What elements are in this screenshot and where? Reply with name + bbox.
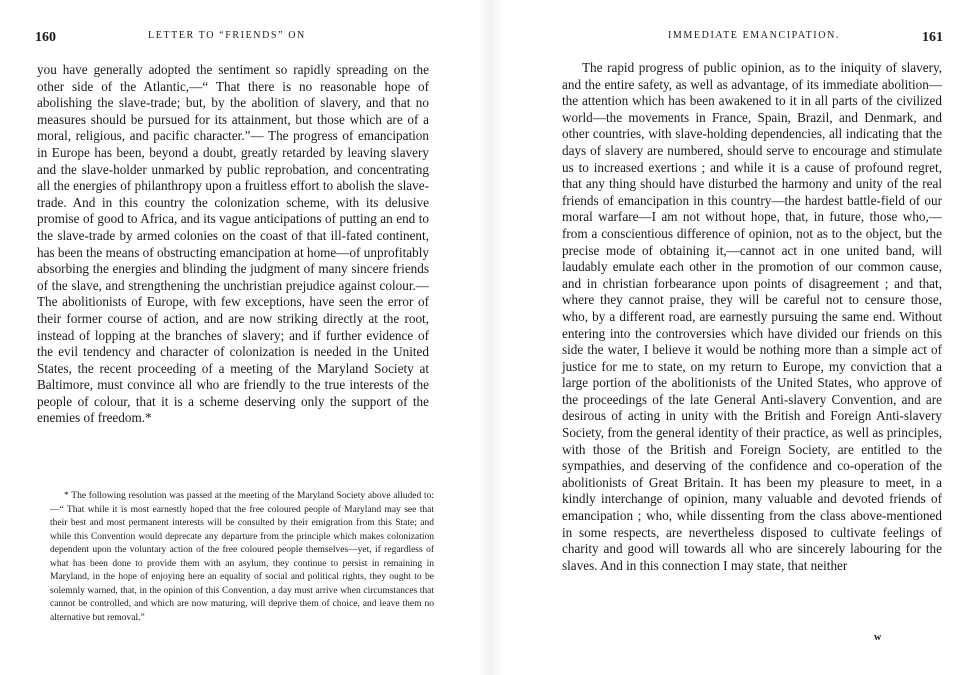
footnote bbox=[50, 490, 434, 625]
right-page bbox=[490, 0, 980, 675]
running-head: IMMEDIATE EMANCIPATION. bbox=[668, 30, 840, 41]
body-text bbox=[37, 62, 429, 427]
page-number: 160 bbox=[35, 30, 56, 45]
footnote-text: * The following resolution was passed at the meeting of the Maryland Society above alluded to:—“ That while it is most earnestly hoped that the free coloured people of Maryland may see that their best and most permanent interests will be consulted by their emigration from this State; and while this Convention would deprecate any departure from the principle which makes colonization dependent upon the voluntary action of the free coloured people themselves—yet, if regardless of what has been done to provide them with an asylum, they continue to persist in remaining in Maryland, in the hope of enjoying here an equality of social and political rights, they ought to be solemnly warned, that, in the opinion of this Convention, a day must arrive when circumstances that cannot be controlled, and which are now maturing, will deprive them of choice, and leave them no alternative but removal.” bbox=[50, 491, 434, 623]
body-paragraph: The rapid progress of public opinion, as to the iniquity of slavery, and the entire safety, as well as advantage, of its immediate abolition—the attention which has been awakened to it in all parts of the civilized world—the movements in France, Spain, Brazil, and Denmark, and other countries, with slave-holding dependencies, all indicating that the days of slavery are numbered, should serve to encourage and stimulate us to increased exertions ; and while it is a cause of profound regret, that any thing should have disturbed the harmony and unity of the real friends of emancipation in this country—the hardest battle-field of our moral warfare—I am not without hope, that, in future, those who,—from a conscientious difference of opinion, not as to the object, but the precise mode of obtaining it,—cannot act in one united band, will laudably emulate each other in the promotion of our common cause, and in christian forbearance upon points of disagreement ; and that, where they cannot praise, they will be careful not to censure those, who, by a different road, are earnestly pursuing the same end. Without entering into the controversies which have divided our friends on this side the water, I believe it would be nothing more than a simple act of justice for me to state, on my return to Europe, my conviction that a large portion of the abolitionists of the United States, who approve of the proceedings of the late General Anti-slavery Convention, and are desirous of acting in unity with the British and Foreign Anti-slavery Society, from the general identity of their practice, as well as principles, with those of the British and Foreign Society, are entitled to the sympathies, and deserving of the confidence and co-operation of the abolitionists of Great Britain. It has been my pleasure to meet, in a kindly interchange of opinion, many valuable and devoted friends of emancipation ; who, while dissenting from the class above-mentioned in some respects, are nevertheless disposed to cultivate feelings of charity and good will towards all who are sincerely labouring for the slaves. And in this connection I may state, that neither bbox=[562, 60, 942, 573]
running-head: LETTER TO “FRIENDS” ON bbox=[148, 30, 306, 41]
body-text bbox=[562, 60, 942, 574]
body-paragraph: you have generally adopted the sentiment so rapidly spreading on the other side of the Atlantic,—“ That there is no reasonable hope of abolishing the slave-trade; but, by the abolition of slavery, and that no measures should be pursued for its attainment, but those which are of a moral, religious, and pacific character.”— The progress of emancipation in Europe has been, beyond a doubt, greatly retarded by leaving slavery and the slave-holder unmarked by public reprobation, and concentrating all the energies of philanthropy upon a fruitless effort to abolish the slave-trade. And in this country the colonization scheme, with its delusive promise of good to Africa, and its vague anticipations of putting an end to the slave-trade by armed colonies on the coast of that ill-fated continent, has been the means of obstructing emancipation at home—of unprofitably absorbing the energies and blinding the judgment of many sincere friends of the slave, and strengthening the unchristian prejudice against colour.— The abolitionists of Europe, with few exceptions, have seen the error of their former course of action, and are now striking directly at the root, instead of lopping at the branches of slavery; and if further evidence of the evil tendency and character of colonization is needed in the United States, the recent proceeding of a meeting of the Maryland Society at Baltimore, must convince all who are friendly to the true interests of the people of colour, that it is a scheme deserving only the support of the enemies of freedom.* bbox=[37, 62, 429, 426]
page-number: 161 bbox=[922, 30, 943, 45]
signature-mark: w bbox=[874, 632, 882, 643]
